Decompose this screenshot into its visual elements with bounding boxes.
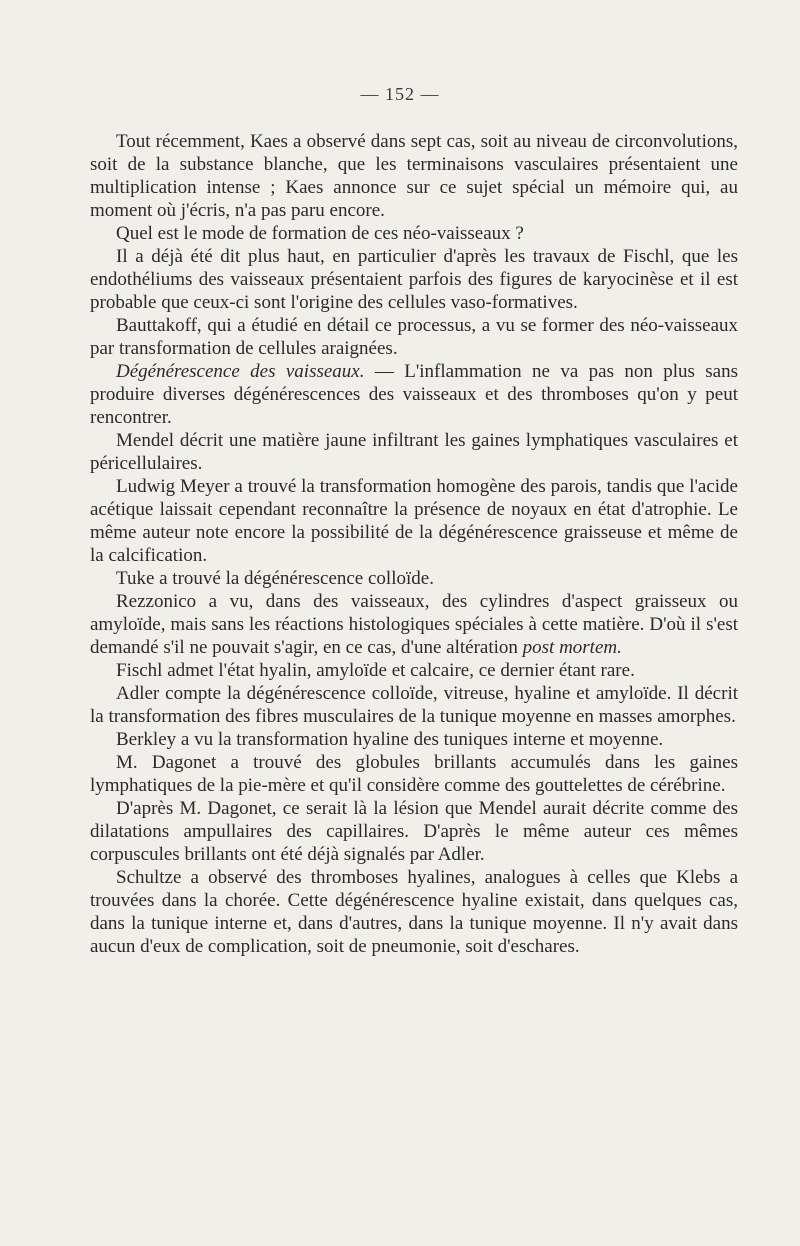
paragraph: Ludwig Meyer a trouvé la transformation homogène des parois, tandis que l'acide acétique laissait cependant reconnaître la présence de noyaux en état d'atrophie. Le même auteur note encore la possibilité de la dégénérescence graisseuse et même de la calcification.: [90, 476, 738, 566]
paragraph: Tout récemment, Kaes a observé dans sept cas, soit au niveau de circonvolutions, soit de la substance blanche, que les terminaisons vasculaires présentaient une multiplication intense ; Kaes annonce sur ce sujet spécial un mémoire qui, au moment où j'écris, n'a pas paru encore.: [90, 131, 738, 221]
page-number: — 152 —: [360, 84, 440, 104]
paragraph: Schultze a observé des thromboses hyalines, analogues à celles que Klebs a trouvées dans la chorée. Cette dégénérescence hyaline existait, dans quelques cas, dans la tunique interne et, dans d'autres, dans la tunique moyenne. Il n'y avait dans aucun d'eux de complication, soit de pneumonie, soit d'eschares.: [90, 867, 738, 957]
paragraph-section-heading: [90, 360, 738, 429]
body-text: [90, 130, 738, 958]
paragraph: Bauttakoff, qui a étudié en détail ce processus, a vu se former des néo-vaisseaux par transformation de cellules araignées.: [90, 315, 738, 359]
paragraph: Adler compte la dégénérescence colloïde, vitreuse, hyaline et amyloïde. Il décrit la transformation des fibres musculaires de la tunique moyenne en masses amorphes.: [90, 683, 738, 727]
paragraph: Mendel décrit une matière jaune infiltrant les gaines lymphatiques vasculaires et péricellulaires.: [90, 430, 738, 474]
paragraph: [90, 590, 738, 659]
paragraph: Fischl admet l'état hyalin, amyloïde et calcaire, ce dernier étant rare.: [116, 660, 635, 681]
latin-term: post mortem.: [522, 637, 622, 658]
paragraph-text: Rezzonico a vu, dans des vaisseaux, des cylindres d'aspect graisseux ou amyloïde, mais sans les réactions histologiques spéciales à cette matière. D'où il s'est demandé s'il ne pouvait s'agir, en ce cas, d'une altération: [90, 591, 738, 658]
paragraph: Quel est le mode de formation de ces néo-vaisseaux ?: [116, 223, 524, 244]
paragraph: Tuke a trouvé la dégénérescence colloïde.: [116, 568, 434, 589]
paragraph: Il a déjà été dit plus haut, en particulier d'après les travaux de Fischl, que les endothéliums des vaisseaux présentaient parfois des figures de karyocinèse et il est probable que ceux-ci sont l'origine des cellules vaso-formatives.: [90, 246, 738, 313]
paragraph-text: — L'inflammation ne va pas non plus sans produire diverses dégénérescences des vaisseaux et des thromboses qu'on y peut rencontrer.: [90, 361, 739, 428]
paragraph: M. Dagonet a trouvé des globules brillants accumulés dans les gaines lymphatiques de la pie-mère et qu'il considère comme des gouttelettes de cérébrine.: [90, 752, 738, 796]
paragraph: D'après M. Dagonet, ce serait là la lésion que Mendel aurait décrite comme des dilatations ampullaires des capillaires. D'après le même auteur ces mêmes corpuscules brillants ont été déjà signalés par Adler.: [90, 798, 738, 865]
paragraph: Berkley a vu la transformation hyaline des tuniques interne et moyenne.: [116, 729, 664, 750]
section-title: Dégénérescence des vaisseaux.: [116, 361, 365, 382]
